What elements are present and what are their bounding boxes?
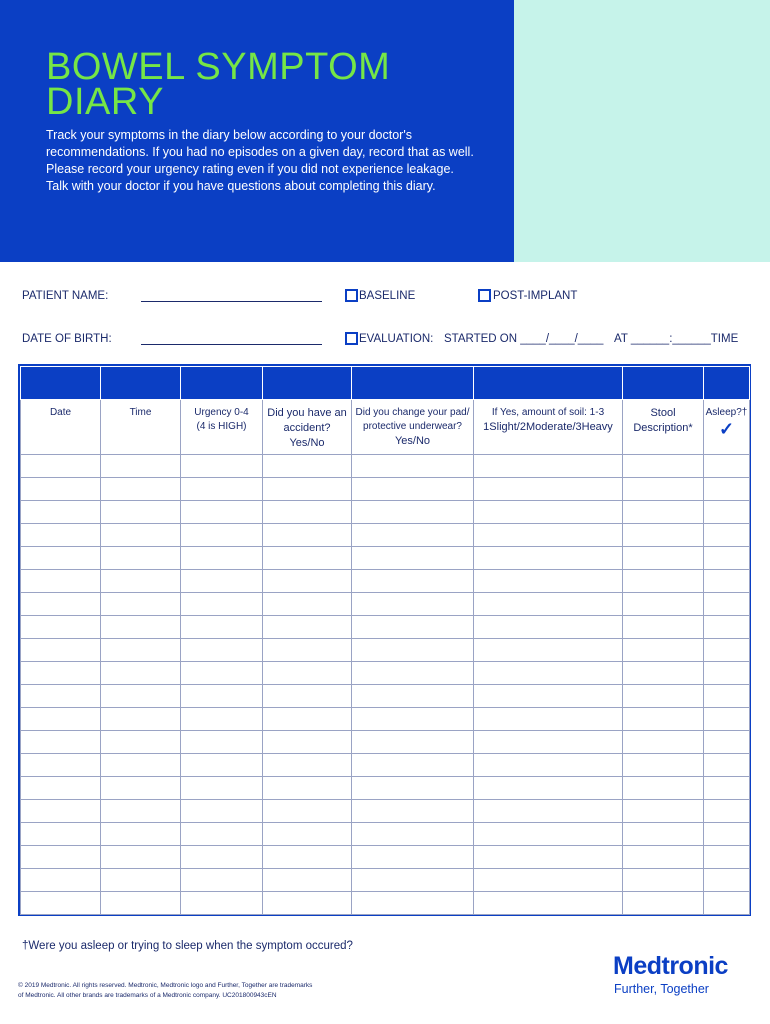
entry-cell[interactable] [181,455,263,478]
entry-cell[interactable] [21,754,101,777]
entry-cell[interactable] [181,731,263,754]
column-header-date [21,400,101,455]
entry-cell[interactable] [21,869,101,892]
entry-cell[interactable] [101,593,181,616]
entry-cell[interactable] [21,777,101,800]
entry-cell[interactable] [623,685,704,708]
entry-cell[interactable] [263,570,352,593]
entry-cell[interactable] [704,478,750,501]
entry-cell[interactable] [474,685,623,708]
medtronic-logo: Medtronic [613,952,728,980]
entry-cell[interactable] [101,823,181,846]
entry-cell[interactable] [352,547,474,570]
table-row [21,662,750,685]
entry-cell[interactable] [352,754,474,777]
entry-cell[interactable] [181,892,263,915]
started-on-field[interactable]: STARTED ON ____/____/____ [444,333,604,345]
entry-cell[interactable] [101,708,181,731]
entry-cell[interactable] [623,478,704,501]
entry-cell[interactable] [623,524,704,547]
entry-cell[interactable] [181,501,263,524]
entry-cell[interactable] [21,662,101,685]
entry-cell[interactable] [101,685,181,708]
table-header-band [21,367,750,400]
dob-label: DATE OF BIRTH: [22,333,112,345]
entry-cell[interactable] [181,800,263,823]
table-row [21,501,750,524]
column-header-accident [263,400,352,455]
column-header-text: If Yes, amount of soil: 1-3 [491,407,605,418]
entry-cell[interactable] [474,662,623,685]
table-row [21,685,750,708]
entry-cell[interactable] [21,639,101,662]
entry-cell[interactable] [181,708,263,731]
table-row [21,846,750,869]
patient-name-label: PATIENT NAME: [22,290,109,302]
entry-cell[interactable] [474,731,623,754]
entry-cell[interactable] [623,846,704,869]
brand-tagline: Further, Together [614,982,709,996]
legal-line-1: © 2019 Medtronic. All rights reserved. Medtronic, Medtronic logo and Further, Together are trademarks [18,982,313,989]
entry-cell[interactable] [181,547,263,570]
table-row [21,524,750,547]
entry-cell[interactable] [263,823,352,846]
entry-cell[interactable] [352,524,474,547]
entry-cell[interactable] [352,731,474,754]
entry-cell[interactable] [704,754,750,777]
table-row [21,593,750,616]
table-row [21,800,750,823]
entry-cell[interactable] [101,846,181,869]
entry-cell[interactable] [101,662,181,685]
table-row [21,708,750,731]
entry-cell[interactable] [623,616,704,639]
entry-cell[interactable] [352,869,474,892]
entry-cell[interactable] [263,662,352,685]
entry-cell[interactable] [101,547,181,570]
entry-cell[interactable] [474,800,623,823]
entry-cell[interactable] [263,478,352,501]
column-header-time [101,400,181,455]
entry-cell[interactable] [704,892,750,915]
entry-cell[interactable] [181,869,263,892]
entry-cell[interactable] [181,846,263,869]
entry-cell[interactable] [704,731,750,754]
entry-cell[interactable] [263,777,352,800]
entry-cell[interactable] [474,455,623,478]
entry-cell[interactable] [474,639,623,662]
start-time-field[interactable]: AT ______:______TIME [614,333,739,345]
column-header-subtext: Description* [633,422,693,434]
dob-field[interactable] [141,344,322,345]
entry-cell[interactable] [704,708,750,731]
entry-cell[interactable] [474,570,623,593]
entry-cell[interactable] [352,777,474,800]
entry-cell[interactable] [474,846,623,869]
entry-cell[interactable] [181,478,263,501]
entry-cell[interactable] [263,455,352,478]
entry-cell[interactable] [21,731,101,754]
entry-cell[interactable] [352,501,474,524]
entry-cell[interactable] [623,892,704,915]
entry-cell[interactable] [704,524,750,547]
table-row [21,869,750,892]
table-row [21,777,750,800]
entry-cell[interactable] [181,685,263,708]
table-row [21,570,750,593]
column-header-subtext: Yes/No [289,437,325,449]
entry-cell[interactable] [101,455,181,478]
entry-cell[interactable] [623,708,704,731]
entry-cell[interactable] [352,800,474,823]
entry-cell[interactable] [704,501,750,524]
entry-cell[interactable] [21,455,101,478]
entry-cell[interactable] [704,777,750,800]
entry-cell[interactable] [263,892,352,915]
entry-cell[interactable] [101,731,181,754]
entry-cell[interactable] [474,823,623,846]
entry-cell[interactable] [181,639,263,662]
column-header-subtext: Yes/No [394,435,431,447]
table-row [21,478,750,501]
entry-cell[interactable] [181,662,263,685]
entry-cell[interactable] [623,754,704,777]
column-header-urgency [181,400,263,455]
table-row [21,547,750,570]
entry-cell[interactable] [101,570,181,593]
entry-cell[interactable] [704,570,750,593]
entry-cell[interactable] [623,869,704,892]
column-header-pad-change [352,400,474,455]
entry-cell[interactable] [181,570,263,593]
baseline-label: BASELINE [359,290,416,302]
entry-cell[interactable] [474,892,623,915]
entry-cell[interactable] [263,869,352,892]
entry-cell[interactable] [263,800,352,823]
entry-cell[interactable] [263,501,352,524]
column-header-subtext: 1Slight/2Moderate/3Heavy [483,421,613,433]
entry-cell[interactable] [21,708,101,731]
evaluation-label: EVALUATION: [359,333,434,345]
table-row [21,754,750,777]
column-header-text: Urgency 0-4 [194,407,249,418]
entry-cell[interactable] [474,547,623,570]
intro-text: Track your symptoms in the diary below according to your doctor's recommendations. If you had no episodes on a given day, record that as well. Please record your urgency rating even if you did not experience leakage. Talk with your doctor if you have questions about completing this diary. [46,128,474,193]
entry-cell[interactable] [352,708,474,731]
entry-cell[interactable] [181,823,263,846]
entry-cell[interactable] [181,524,263,547]
entry-cell[interactable] [21,846,101,869]
entry-cell[interactable] [704,662,750,685]
evaluation-checkbox[interactable] [345,332,358,345]
column-header-text: Date [49,407,72,418]
entry-cell[interactable] [623,800,704,823]
entry-cell[interactable] [352,478,474,501]
entry-cell[interactable] [474,501,623,524]
entry-cell[interactable] [704,800,750,823]
entry-cell[interactable] [352,846,474,869]
post-implant-checkbox[interactable] [478,289,491,302]
entry-cell[interactable] [263,593,352,616]
entry-cell[interactable] [101,501,181,524]
table-row [21,616,750,639]
entry-cell[interactable] [181,777,263,800]
post-implant-label: POST-IMPLANT [493,290,578,302]
table-row [21,823,750,846]
entry-cell[interactable] [21,570,101,593]
entry-cell[interactable] [352,892,474,915]
entry-cell[interactable] [21,547,101,570]
legal-line-2: of Medtronic. All other brands are trademarks of a Medtronic company. UC201800943cEN [18,992,277,999]
column-header-text: Did you change your pad/ protective underwear? [355,407,470,432]
entry-cell[interactable] [21,616,101,639]
table-header-row [21,400,750,455]
column-header-text: Asleep?† [705,407,748,418]
entry-cell[interactable] [263,754,352,777]
entry-cell[interactable] [352,662,474,685]
entry-cell[interactable] [623,547,704,570]
entry-cell[interactable] [623,570,704,593]
entry-cell[interactable] [181,593,263,616]
entry-cell[interactable] [352,593,474,616]
entry-cell[interactable] [21,892,101,915]
column-header-text: Time [129,407,152,418]
entry-cell[interactable] [263,616,352,639]
entry-cell[interactable] [101,892,181,915]
table-row [21,731,750,754]
entry-cell[interactable] [474,708,623,731]
entry-cell[interactable] [101,478,181,501]
entry-cell[interactable] [623,662,704,685]
entry-cell[interactable] [623,731,704,754]
entry-cell[interactable] [21,685,101,708]
entry-cell[interactable] [704,593,750,616]
column-header-stool [623,400,704,455]
entry-cell[interactable] [352,639,474,662]
entry-cell[interactable] [352,616,474,639]
entry-cell[interactable] [181,754,263,777]
entry-cell[interactable] [623,639,704,662]
entry-cell[interactable] [21,524,101,547]
entry-cell[interactable] [101,524,181,547]
entry-cell[interactable] [704,846,750,869]
column-header-soil-amount [474,400,623,455]
table-row [21,639,750,662]
entry-cell[interactable] [623,455,704,478]
column-header-text: Did you have an accident? [267,407,347,434]
title-line-1: BOWEL SYMPTOM [46,46,391,88]
table-row [21,455,750,478]
entry-cell[interactable] [21,501,101,524]
entry-cell[interactable] [474,478,623,501]
entry-cell[interactable] [21,478,101,501]
entry-cell[interactable] [474,869,623,892]
entry-cell[interactable] [704,869,750,892]
entry-cell[interactable] [623,501,704,524]
asleep-footnote: †Were you asleep or trying to sleep when the symptom occured? [22,940,353,952]
entry-cell[interactable] [352,570,474,593]
entry-cell[interactable] [101,616,181,639]
page-title [46,46,391,123]
checkmark-icon: ✓ [718,419,735,439]
patient-name-field[interactable] [141,301,322,302]
column-header-asleep [704,400,750,455]
entry-cell[interactable] [704,455,750,478]
entry-cell[interactable] [704,823,750,846]
entry-cell[interactable] [21,800,101,823]
entry-cell[interactable] [263,524,352,547]
entry-cell[interactable] [704,685,750,708]
entry-cell[interactable] [352,685,474,708]
entry-cell[interactable] [101,639,181,662]
baseline-checkbox[interactable] [345,289,358,302]
header-accent-panel [514,0,770,262]
entry-cell[interactable] [704,639,750,662]
entry-cell[interactable] [263,708,352,731]
table-row [21,892,750,915]
entry-cell[interactable] [623,823,704,846]
entry-cell[interactable] [474,754,623,777]
entry-cell[interactable] [101,754,181,777]
column-header-subtext: (4 is HIGH) [196,421,247,432]
entry-cell[interactable] [263,846,352,869]
diary-table [18,364,751,916]
entry-cell[interactable] [21,823,101,846]
legal-text [18,981,378,1001]
entry-cell[interactable] [474,524,623,547]
entry-cell[interactable] [101,777,181,800]
entry-cell[interactable] [623,593,704,616]
entry-cell[interactable] [263,731,352,754]
entry-cell[interactable] [101,869,181,892]
entry-cell[interactable] [101,800,181,823]
entry-cell[interactable] [704,547,750,570]
column-header-text: Stool [650,407,676,419]
entry-cell[interactable] [352,455,474,478]
entry-cell[interactable] [474,777,623,800]
entry-cell[interactable] [21,593,101,616]
entry-cell[interactable] [623,777,704,800]
entry-cell[interactable] [352,823,474,846]
entry-cell[interactable] [263,685,352,708]
entry-cell[interactable] [263,547,352,570]
title-line-2: DIARY [46,81,164,123]
entry-cell[interactable] [181,616,263,639]
entry-cell[interactable] [474,616,623,639]
entry-cell[interactable] [704,616,750,639]
entry-cell[interactable] [474,593,623,616]
entry-cell[interactable] [263,639,352,662]
